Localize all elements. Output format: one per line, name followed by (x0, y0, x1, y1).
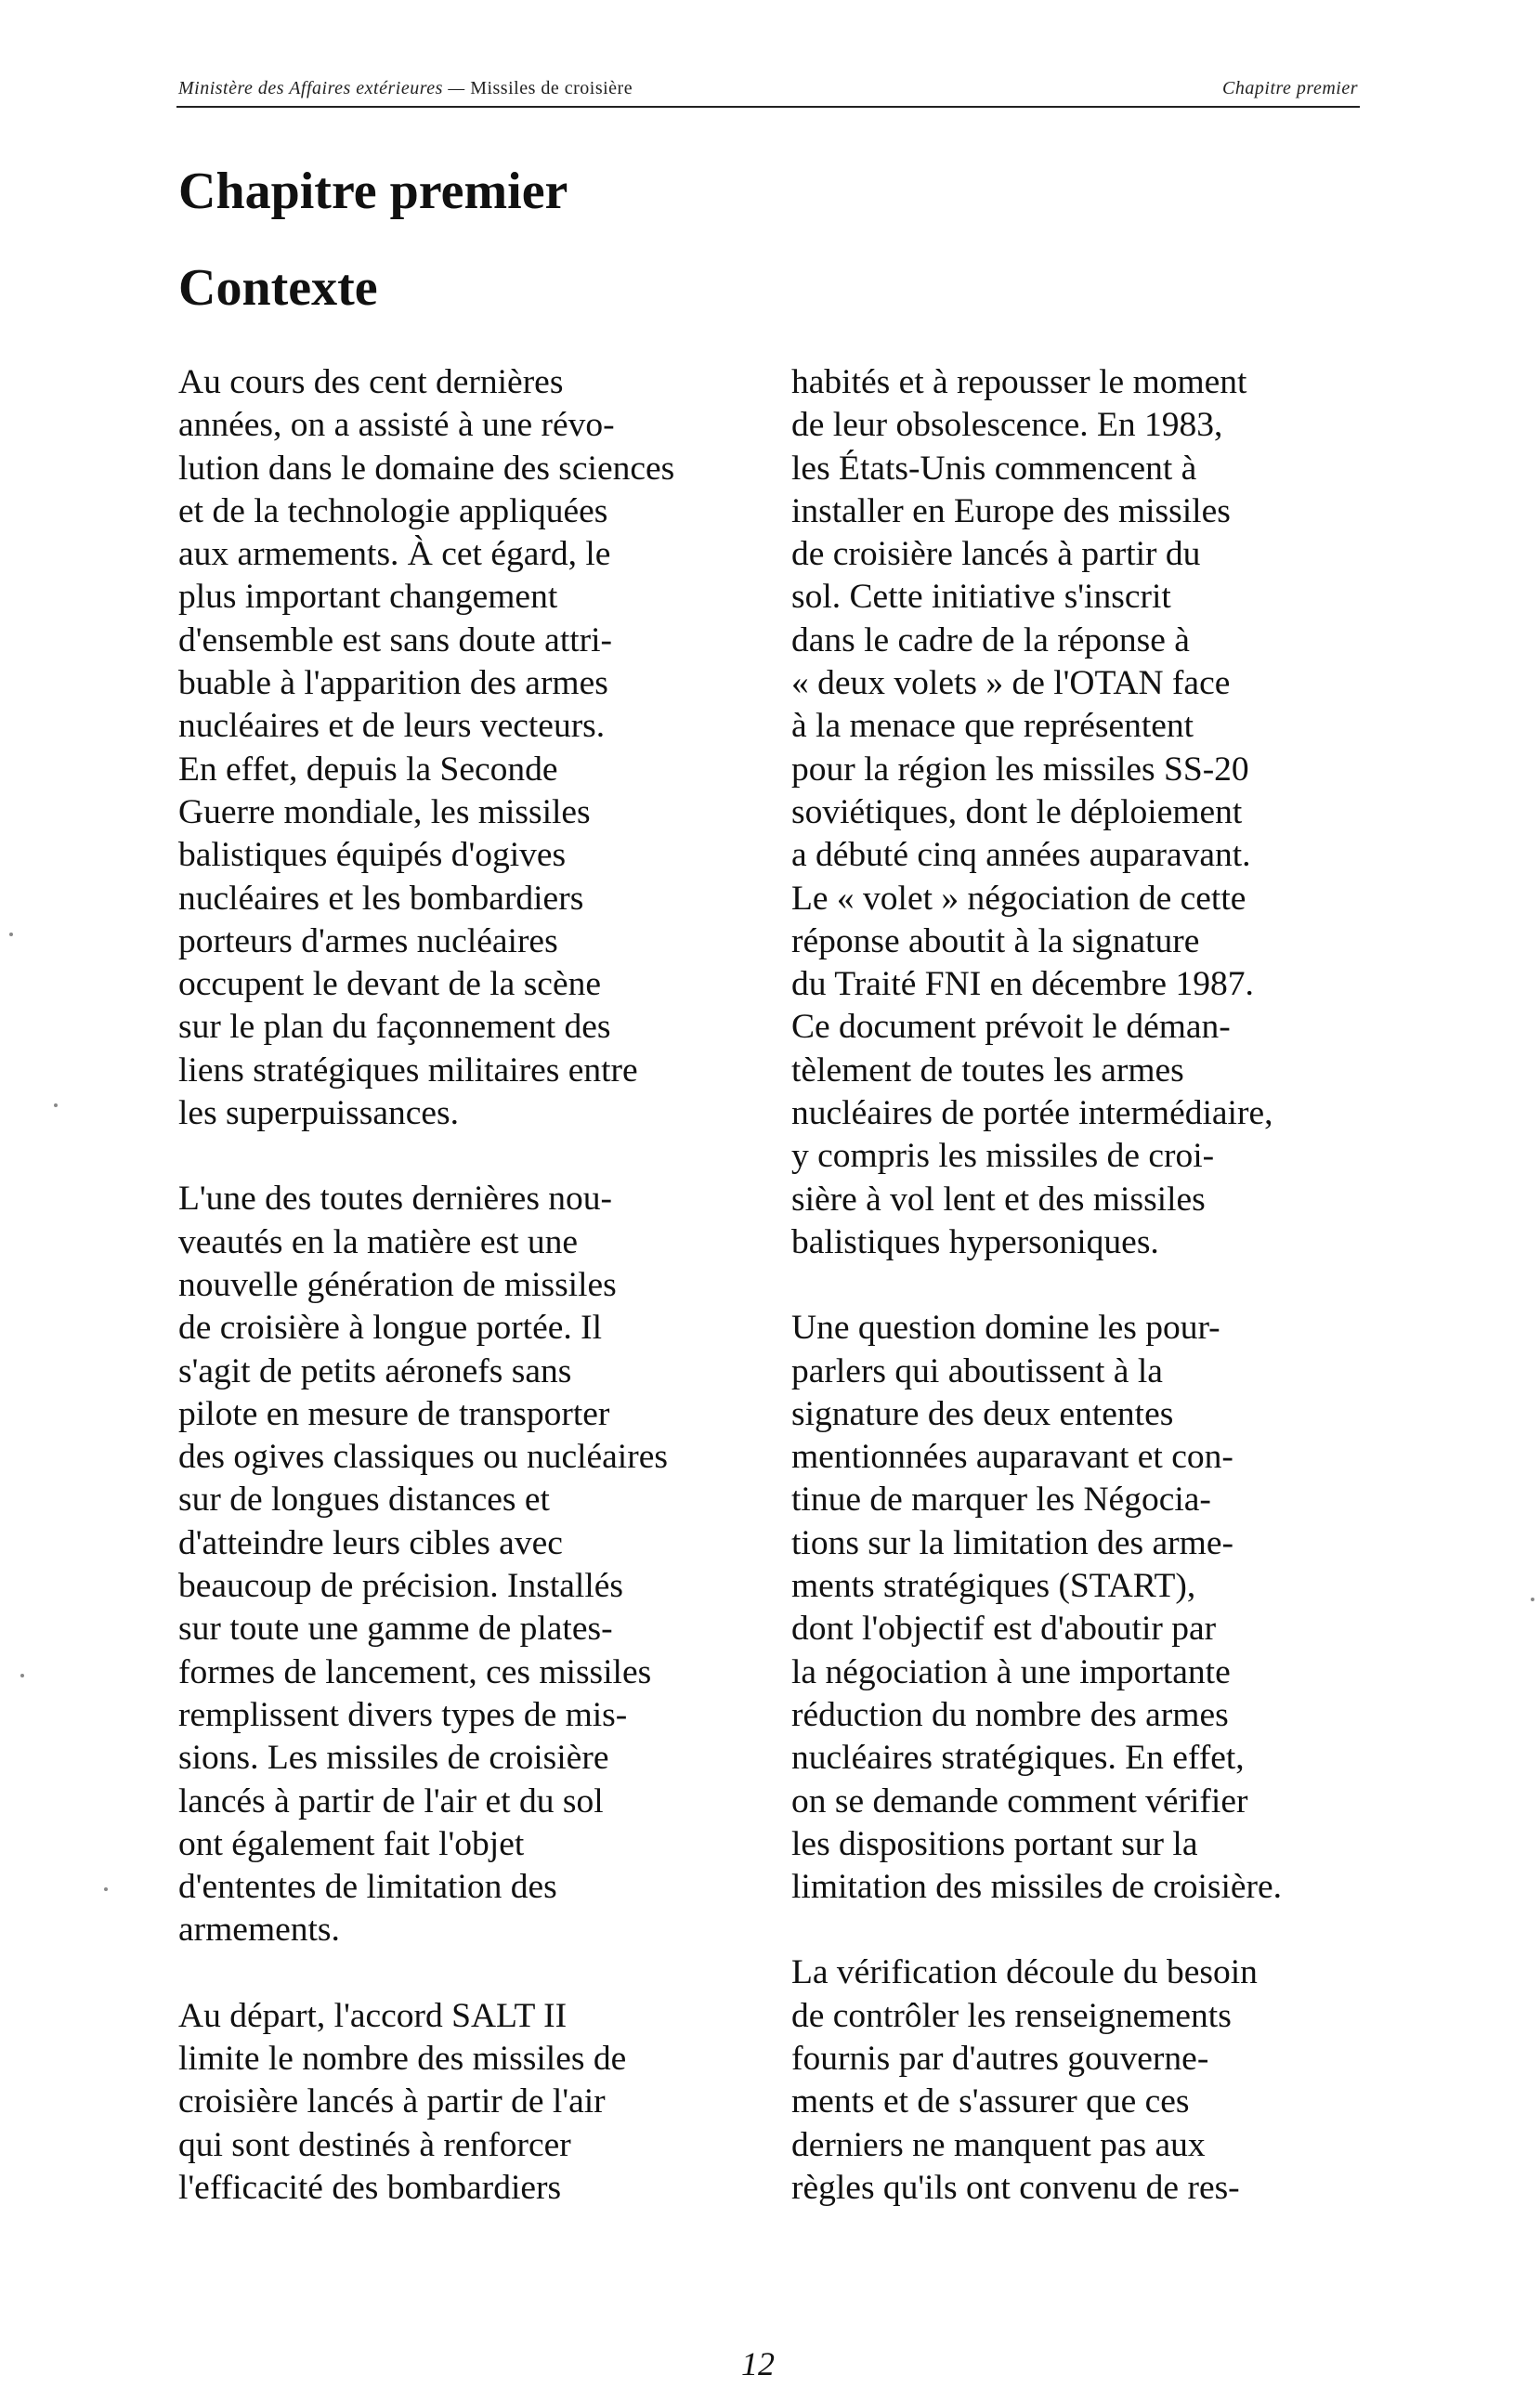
text-line: En effet, depuis la Seconde (178, 750, 558, 789)
text-line: formes de lancement, ces missiles (178, 1652, 652, 1691)
text-line: « deux volets » de l'OTAN face (791, 664, 1231, 703)
text-line: tions sur la limitation des arme- (791, 1523, 1233, 1562)
text-line: l'efficacité des bombardiers (178, 2168, 562, 2207)
text-line: plus important changement (178, 578, 558, 617)
left-column (178, 361, 762, 2252)
running-header-ministry: Ministère des Affaires extérieures — (178, 78, 465, 98)
text-line: nucléaires et les bombardiers (178, 879, 584, 918)
right-column (791, 361, 1375, 2252)
text-line: balistiques équipés d'ogives (178, 836, 567, 875)
text-line: réduction du nombre des armes (791, 1695, 1229, 1734)
text-line: d'atteindre leurs cibles avec (178, 1523, 563, 1562)
text-line: sions. Les missiles de croisière (178, 1739, 609, 1778)
text-line: remplissent divers types de mis- (178, 1695, 628, 1734)
header-rule (176, 106, 1360, 108)
text-line: balistiques hypersoniques. (791, 1222, 1159, 1261)
running-header-document-title: Missiles de croisière (470, 78, 633, 98)
text-line: a débuté cinq années auparavant. (791, 836, 1251, 875)
text-line: et de la technologie appliquées (178, 491, 608, 530)
text-line: La vérification découle du besoin (791, 1953, 1258, 1992)
text-line: veautés en la matière est une (178, 1222, 579, 1261)
chapter-title: Chapitre premier (178, 163, 568, 220)
text-line: des ogives classiques ou nucléaires (178, 1438, 668, 1477)
paragraph (791, 361, 1375, 1264)
text-line: tinue de marquer les Négocia- (791, 1481, 1211, 1520)
text-line: sière à vol lent et des missiles (791, 1180, 1206, 1219)
text-line: Au départ, l'accord SALT II (178, 1996, 568, 2035)
text-line: s'agit de petits aéronefs sans (178, 1351, 572, 1390)
text-line: nucléaires de portée intermédiaire, (791, 1094, 1273, 1133)
scan-speck (54, 1103, 58, 1107)
text-line: pilote en mesure de transporter (178, 1394, 610, 1433)
scan-speck (1531, 1598, 1534, 1601)
text-line: d'ensemble est sans doute attri- (178, 620, 613, 659)
text-line: limitation des missiles de croisière. (791, 1868, 1283, 1907)
text-line: buable à l'apparition des armes (178, 664, 608, 703)
text-line: à la menace que représentent (791, 707, 1194, 746)
paragraph (178, 1178, 762, 1951)
text-line: y compris les missiles de croi- (791, 1137, 1215, 1176)
text-line: sur toute une gamme de plates- (178, 1610, 613, 1649)
text-line: de croisière à longue portée. Il (178, 1309, 603, 1348)
text-line: Guerre mondiale, les missiles (178, 792, 591, 831)
running-header-chapter: Chapitre premier (1222, 78, 1358, 98)
text-line: habités et à repousser le moment (791, 363, 1247, 401)
text-line: de leur obsolescence. En 1983, (791, 406, 1223, 445)
text-line: beaucoup de précision. Installés (178, 1567, 624, 1606)
text-line: du Traité FNI en décembre 1987. (791, 965, 1254, 1004)
text-line: les dispositions portant sur la (791, 1824, 1198, 1863)
scan-speck (104, 1887, 108, 1891)
text-line: Ce document prévoit le déman- (791, 1008, 1231, 1047)
text-line: occupent le devant de la scène (178, 965, 601, 1004)
text-line: dans le cadre de la réponse à (791, 620, 1190, 659)
text-line: parlers qui aboutissent à la (791, 1351, 1163, 1390)
text-line: la négociation à une importante (791, 1652, 1231, 1691)
paragraph (791, 1951, 1375, 2210)
text-line: les États-Unis commencent à (791, 449, 1197, 488)
text-line: de contrôler les renseignements (791, 1996, 1232, 2035)
text-line: Le « volet » négociation de cette (791, 879, 1246, 918)
text-line: lancés à partir de l'air et du sol (178, 1781, 604, 1820)
text-line: d'ententes de limitation des (178, 1868, 557, 1907)
running-header (178, 78, 1358, 106)
text-line: installer en Europe des missiles (791, 491, 1231, 530)
text-line: nouvelle génération de missiles (178, 1265, 617, 1304)
text-line: ments et de s'assurer que ces (791, 2082, 1190, 2121)
text-line: ont également fait l'objet (178, 1824, 525, 1863)
text-line: croisière lancés à partir de l'air (178, 2082, 606, 2121)
text-line: années, on a assisté à une révo- (178, 406, 615, 445)
text-line: réponse aboutit à la signature (791, 921, 1200, 960)
text-line: ments stratégiques (START), (791, 1567, 1196, 1606)
scan-speck (9, 933, 13, 936)
text-line: signature des deux ententes (791, 1394, 1174, 1433)
text-line: fournis par d'autres gouverne- (791, 2039, 1209, 2078)
section-title: Contexte (178, 259, 378, 317)
text-line: nucléaires et de leurs vecteurs. (178, 707, 606, 746)
text-line: Au cours des cent dernières (178, 363, 564, 401)
text-line: armements. (178, 1911, 340, 1950)
text-line: dont l'objectif est d'aboutir par (791, 1610, 1217, 1649)
text-line: limite le nombre des missiles de (178, 2039, 627, 2078)
text-line: tèlement de toutes les armes (791, 1050, 1184, 1090)
text-line: porteurs d'armes nucléaires (178, 921, 558, 960)
text-line: pour la région les missiles SS-20 (791, 750, 1249, 789)
text-line: les superpuissances. (178, 1094, 460, 1133)
text-line: soviétiques, dont le déploiement (791, 792, 1243, 831)
text-line: règles qu'ils ont convenu de res- (791, 2168, 1240, 2207)
text-line: sur de longues distances et (178, 1481, 550, 1520)
text-line: on se demande comment vérifier (791, 1781, 1248, 1820)
text-line: liens stratégiques militaires entre (178, 1050, 638, 1090)
page-number: 12 (741, 2345, 775, 2382)
text-line: aux armements. À cet égard, le (178, 535, 611, 574)
text-line: derniers ne manquent pas aux (791, 2125, 1206, 2164)
text-line: qui sont destinés à renforcer (178, 2125, 571, 2164)
text-line: L'une des toutes dernières nou- (178, 1180, 613, 1219)
running-header-left (178, 78, 633, 99)
scan-speck (20, 1674, 24, 1677)
text-line: nucléaires stratégiques. En effet, (791, 1739, 1245, 1778)
text-line: lution dans le domaine des sciences (178, 449, 675, 488)
text-line: sol. Cette initiative s'inscrit (791, 578, 1171, 617)
paragraph (178, 361, 762, 1135)
text-line: sur le plan du façonnement des (178, 1008, 611, 1047)
text-line: Une question domine les pour- (791, 1309, 1220, 1348)
text-line: mentionnées auparavant et con- (791, 1438, 1233, 1477)
text-line: de croisière lancés à partir du (791, 535, 1201, 574)
paragraph (178, 1995, 762, 2210)
paragraph (791, 1307, 1375, 1909)
